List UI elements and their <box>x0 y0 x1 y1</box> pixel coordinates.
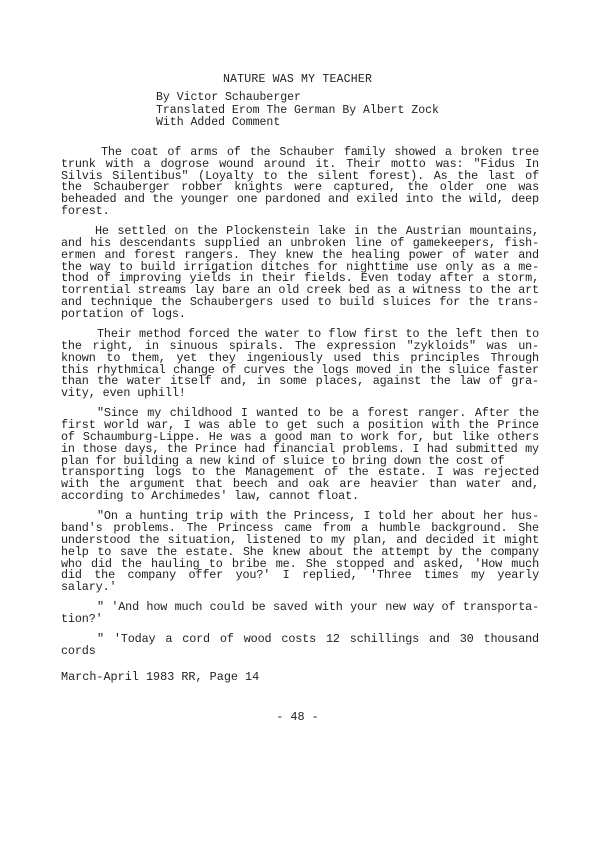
translator-line: Translated Erom The German By Albert Zock <box>156 103 439 117</box>
comment-note-line: With Added Comment <box>156 116 281 129</box>
source-reference: March-April 1983 RR, Page 14 <box>61 670 260 684</box>
paragraph: The coat of arms of the Schauber family showed a broken tree trunk with a dogrose wound around it. Their motto was: "Fidus In Silvis Silentibus" (Loyalty to the silent forest). As the last of the Schauberger robber knights were captured, the older one was beheaded and the younger one pardoned and exiled into the wild, deep forest. <box>61 145 539 218</box>
paragraph: "Since my childhood I wanted to be a forest ranger. After the first world war, I was able to get such a position with the Prince of Schaumburg-Lippe. He was a good man to work for, but like others in those days, the Prince had financial problems. I had submitted my plan for building a new kind of sluice to bring down the cost of <box>61 406 539 468</box>
article-body <box>61 147 539 667</box>
byline-block <box>156 92 439 130</box>
paragraph: Their method forced the water to flow first to the left then to the right, in sinuous spirals. The expression "zykloids" was un-known to them, yet they ingeniously used this principles Through this rhythmical change of curves the logs moved in the sluice faster than the water itself and, in some places, against the law of gra-vity, even uphill! <box>61 327 539 401</box>
page-number: - 48 - <box>276 710 319 724</box>
paragraph: transporting logs to the Management of the estate. I was rejected with the argument that beech and oak are heavier than water and, according to Archimedes' law, cannot float. <box>61 465 539 504</box>
paragraph: He settled on the Plockenstein lake in the Austrian mountains, and his descendants supplied an unbroken line of gamekeepers, fish-ermen and forest rangers. They knew the healing power of water and the way to build irrigation ditches for nighttime use only as a me-thod of improving yields in their fields. Even today after a storm, torrential streams lay bare an old creek bed as a witness to the art and technique the Schaubergers used to build sluices for the trans-portation of logs. <box>61 224 539 321</box>
paragraph: " 'And how much could be saved with your new way of transporta-tion?' <box>61 600 539 627</box>
paragraph: "On a hunting trip with the Princess, I told her about her hus-band's problems. The Princess came from a humble background. She understood the situation, listened to my plan, and decided it might help to save the estate. She knew about the attempt by the company who did the hauling to bribe me. She stopped and asked, 'How much did the company offer you?' I replied, 'Three times my yearly salary.' <box>61 509 539 595</box>
document-title: NATURE WAS MY TEACHER <box>222 73 373 86</box>
author-line: By Victor Schauberger <box>156 91 301 104</box>
paragraph: " 'Today a cord of wood costs 12 schillings and 30 thousand cords <box>61 632 539 659</box>
